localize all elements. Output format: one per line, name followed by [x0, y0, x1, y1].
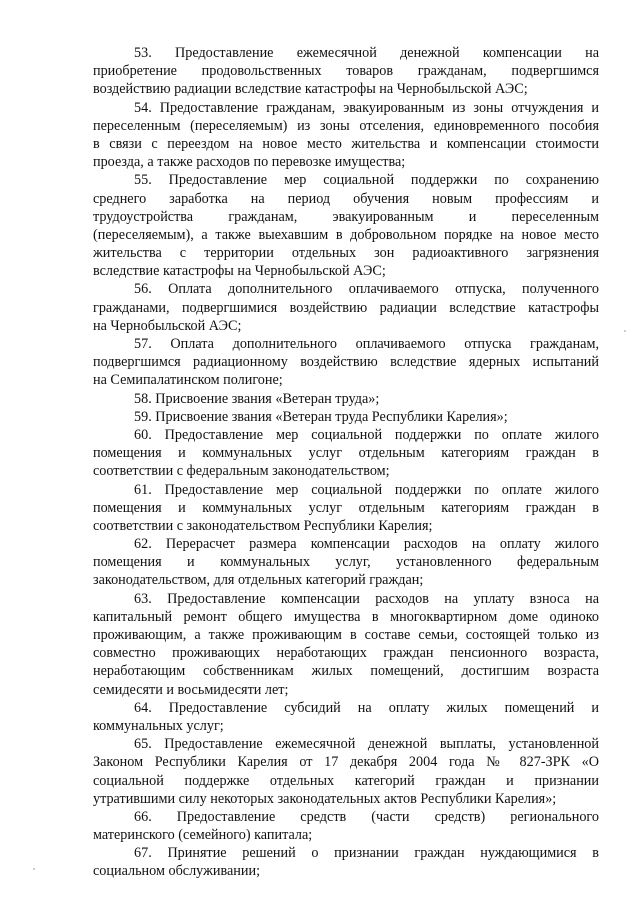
list-item [93, 99, 599, 172]
list-item-first-line: 66. Предоставление средств (части средств) регионального [134, 808, 599, 825]
list-item-line: жительства с территории отдельных зон радиоактивного загрязнения [93, 245, 599, 262]
list-item-line: законодательством, для отдельных категорий граждан; [93, 572, 424, 589]
list-item-line: Законом Республики Карелия от 17 декабря 2004 года № 827-ЗРК «О [93, 754, 599, 771]
list-item-line: социальной поддержке отдельных категорий граждан и признании [93, 772, 599, 789]
list-item [93, 844, 599, 880]
list-item-first-line: 64. Предоставление субсидий на оплату жилых помещений и [134, 699, 599, 716]
document-body [93, 44, 599, 881]
list-item-first-line: 62. Перерасчет размера компенсации расходов на оплату жилого [134, 536, 599, 553]
list-item-first-line: 54. Предоставление гражданам, эвакуированным из зоны отчуждения и [134, 99, 599, 116]
scan-speck [33, 868, 35, 870]
list-item-line: соответствии с законодательством Республики Карелия; [93, 517, 433, 534]
list-item [93, 481, 599, 536]
list-item-line: помещения и коммунальных услуг отдельным категориям граждан в [93, 445, 599, 462]
list-item [93, 390, 599, 408]
list-item-line: переселенным (переселяемым) из зоны отселения, единовременного пособия [93, 117, 599, 134]
list-item-line: помещения и коммунальных услуг отдельным категориям граждан в [93, 499, 599, 516]
list-item-line: утратившими силу некоторых законодательных актов Республики Карелия»; [93, 790, 557, 807]
list-item-line: в связи с переездом на новое место жительства и компенсации стоимости [93, 135, 599, 152]
list-item [93, 426, 599, 481]
scan-speck [624, 330, 626, 332]
list-item-line: капитальный ремонт общего имущества в многоквартирном доме одиноко [93, 608, 599, 625]
list-item-line: коммунальных услуг; [93, 717, 224, 734]
list-item [93, 408, 599, 426]
list-item-first-line: 61. Предоставление мер социальной поддержки по оплате жилого [134, 481, 599, 498]
list-item-line: социальном обслуживании; [93, 863, 261, 880]
list-item-line: на Семипалатинском полигоне; [93, 372, 283, 389]
list-item-line: семидесяти и восьмидесяти лет; [93, 681, 289, 698]
list-item [93, 171, 599, 280]
list-item-first-line: 63. Предоставление компенсации расходов на уплату взноса на [134, 590, 599, 607]
list-item-first-line: 57. Оплата дополнительного оплачиваемого отпуска гражданам, [134, 336, 599, 352]
list-item-line: помещения и коммунальных услуг, установленного федеральным [93, 554, 599, 571]
list-item-line: (переселяемым), а также выехавшим в добровольном порядке на новое место [93, 226, 599, 243]
list-item-line: проезда, а также расходов по перевозке имущества; [93, 154, 406, 171]
list-item-line: подвергшимся радиационному воздействию вследствие ядерных испытаний [93, 354, 599, 371]
list-item-line: трудоустройства гражданам, эвакуированным и переселенным [93, 208, 599, 225]
list-item-first-line: 56. Оплата дополнительного оплачиваемого отпуска, полученного [134, 281, 599, 298]
list-item-line: вследствие катастрофы на Чернобыльской АЭС; [93, 263, 386, 280]
list-item-first-line: 55. Предоставление мер социальной поддержки по сохранению [134, 172, 599, 189]
list-item-line: проживающим, а также проживающим в составе семьи, состоящей только из [93, 627, 599, 643]
list-item [93, 808, 599, 844]
list-item-first-line: 65. Предоставление ежемесячной денежной выплаты, установленной [134, 736, 599, 753]
list-item-first-line: 53. Предоставление ежемесячной денежной компенсации на [134, 45, 599, 61]
list-item-line: воздействию радиации вследствие катастрофы на Чернобыльской АЭС; [93, 81, 528, 98]
list-item-line: соответствии с федеральным законодательством; [93, 463, 390, 480]
list-item-line: материнского (семейного) капитала; [93, 827, 313, 844]
list-item-first-line: 58. Присвоение звания «Ветеран труда»; [134, 390, 380, 407]
list-item-first-line: 60. Предоставление мер социальной поддержки по оплате жилого [134, 426, 599, 443]
list-item-line: на Чернобыльской АЭС; [93, 317, 242, 334]
list-item [93, 699, 599, 735]
list-item [93, 44, 599, 99]
list-item [93, 590, 599, 699]
list-item-first-line: 67. Принятие решений о признании граждан нуждающимися в [134, 845, 599, 862]
list-item [93, 735, 599, 808]
list-item-line: совместно проживающих неработающих граждан пенсионного возраста, [93, 645, 599, 662]
list-item-line: неработающим собственникам жилых помещений, достигшим возраста [93, 663, 599, 680]
list-item-line: гражданами, подвергшимися воздействию радиации вследствие катастрофы [93, 299, 599, 316]
list-item-line: приобретение продовольственных товаров гражданам, подвергшимся [93, 63, 599, 80]
list-item-first-line: 59. Присвоение звания «Ветеран труда Республики Карелия»; [134, 408, 508, 425]
list-item [93, 335, 599, 390]
list-item [93, 280, 599, 335]
list-item [93, 535, 599, 590]
list-item-line: среднего заработка на период обучения новым профессиям и [93, 190, 599, 207]
